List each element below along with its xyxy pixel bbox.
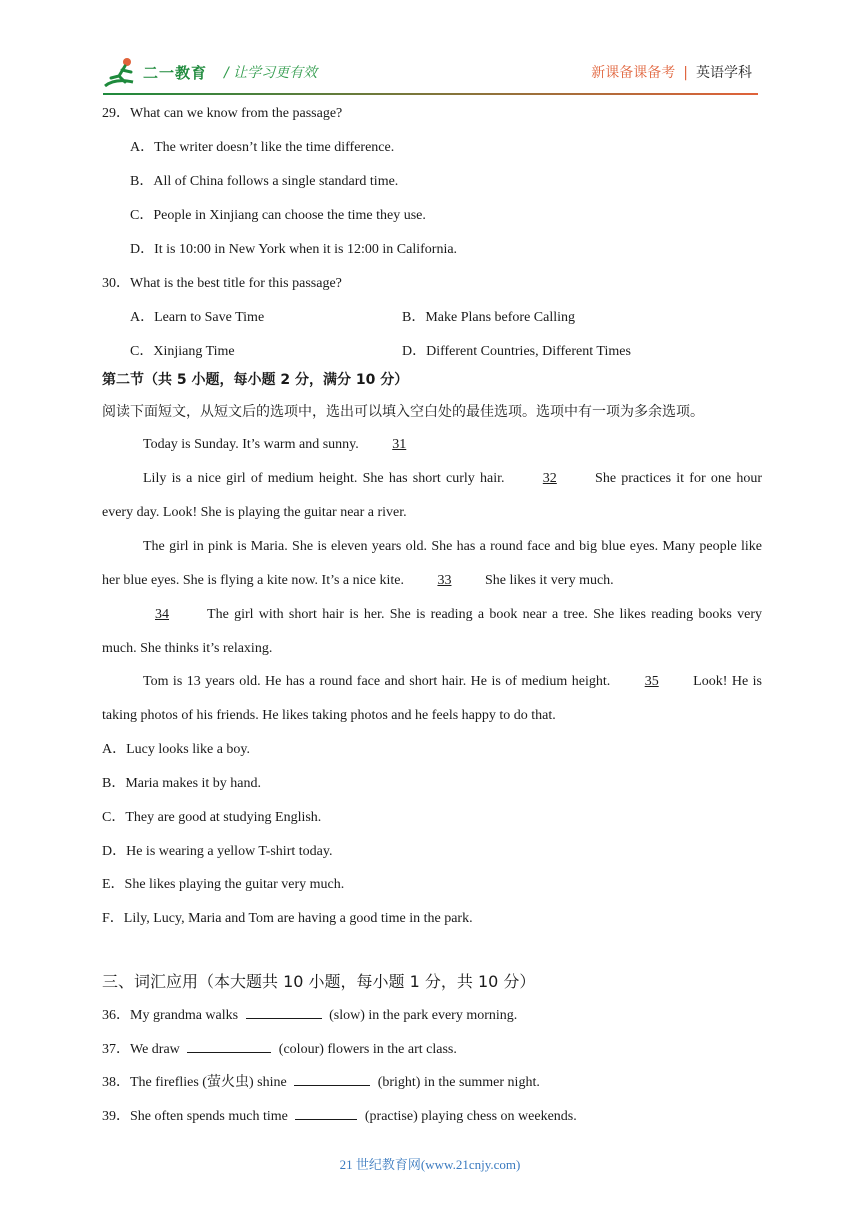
passage-p4: The girl with short hair is her. She is reading a book near a tree. She likes reading books very much. She thinks it’s relaxing. xyxy=(102,607,763,656)
q39-text-b: (practise) playing chess on weekends. xyxy=(364,1109,577,1124)
passage-p2-b: She practices it for one hour every day. Look! She is playing the guitar near a river. xyxy=(102,471,762,520)
header-course-label: 新课备课备考 xyxy=(591,65,676,81)
q29-stem: 29．What can we know from the passage? xyxy=(102,106,343,121)
section2-instruction: 阅读下面短文，从短文后的选项中，选出可以填入空白处的最佳选项。选项中有一项为多余选项。 xyxy=(102,404,704,420)
q30-option-a: A．Learn to Save Time xyxy=(130,310,265,325)
q36-text-b: (slow) in the park every morning. xyxy=(329,1008,518,1023)
q37 xyxy=(102,1037,457,1060)
passage-p5-b: Look! He is taking photos of his friends. He likes taking photos and he feels happy to do that. xyxy=(102,674,762,723)
passage-p3-b: She likes it very much. xyxy=(484,572,614,588)
option-b: B．Maria makes it by hand. xyxy=(102,776,262,791)
header-divider xyxy=(103,93,758,95)
q39 xyxy=(102,1104,577,1127)
page-header xyxy=(0,0,860,100)
section2-title: 第二节（共 5 小题，每小题 2 分，满分 10 分） xyxy=(102,372,409,388)
blank-33: 33 xyxy=(437,572,452,588)
q30-stem: 30．What is the best title for this passage? xyxy=(102,276,342,291)
passage-p1-text: Today is Sunday. It’s warm and sunny. xyxy=(143,437,359,452)
passage-paragraph-2 xyxy=(102,462,762,530)
passage-paragraph-4 xyxy=(102,598,762,666)
header-slogan: / 让学习更有效 xyxy=(224,65,318,81)
q30-option-d: D．Different Countries, Different Times xyxy=(402,344,631,359)
q36 xyxy=(102,1003,517,1026)
header-right xyxy=(591,62,752,82)
header-separator: | xyxy=(683,65,688,81)
q39-text-a: 39．She often spends much time xyxy=(102,1109,288,1124)
blank-32: 32 xyxy=(542,471,557,486)
q38-text-a: 38．The fireflies (萤火虫) shine xyxy=(102,1075,287,1090)
option-c: C．They are good at studying English. xyxy=(102,810,322,825)
passage-paragraph-1 xyxy=(102,428,762,462)
q37-text-a: 37．We draw xyxy=(102,1042,180,1057)
passage-p2-a: Lily is a nice girl of medium height. She has short curly hair. xyxy=(143,471,505,486)
q29-option-c: C．People in Xinjiang can choose the time they use. xyxy=(130,208,426,223)
q38-blank[interactable] xyxy=(294,1070,370,1086)
q29-option-d: D．It is 10:00 in New York when it is 12:00 in California. xyxy=(130,242,458,257)
blank-35: 35 xyxy=(644,674,659,689)
logo xyxy=(103,56,213,90)
q29-option-a: A．The writer doesn’t like the time difference. xyxy=(130,140,395,155)
blank-34: 34 xyxy=(155,607,169,622)
passage-paragraph-3 xyxy=(102,530,762,598)
option-d: D．He is wearing a yellow T-shirt today. xyxy=(102,844,333,859)
passage-paragraph-5 xyxy=(102,665,762,733)
q29-option-b: B．All of China follows a single standard time. xyxy=(130,174,399,189)
logo-text: 二一教育 xyxy=(143,64,208,82)
option-e: E．She likes playing the guitar very much. xyxy=(102,877,345,892)
q37-blank[interactable] xyxy=(187,1037,271,1053)
blank-31: 31 xyxy=(392,437,407,452)
q39-blank[interactable] xyxy=(295,1104,357,1120)
q30-option-c: C．Xinjiang Time xyxy=(130,344,235,359)
option-a: A．Lucy looks like a boy. xyxy=(102,742,251,757)
option-f: F．Lily, Lucy, Maria and Tom are having a good time in the park. xyxy=(102,911,473,926)
q37-text-b: (colour) flowers in the art class. xyxy=(278,1042,457,1057)
runner-logo-icon xyxy=(103,56,143,90)
passage-p3-a: The girl in pink is Maria. She is eleven years old. She has a round face and big blue eyes. Many people like her blue eyes. She is flying a kite now. It’s a nice kite. xyxy=(102,539,762,588)
page-footer[interactable]: 21 世纪教育网(www.21cnjy.com) xyxy=(339,1157,521,1172)
section3-title: 三、词汇应用（本大题共 10 小题，每小题 1 分，共 10 分） xyxy=(102,972,536,991)
passage-p5-a: Tom is 13 years old. He has a round face and short hair. He is of medium height. xyxy=(143,674,611,689)
q38 xyxy=(102,1070,540,1093)
header-subject-label: 英语学科 xyxy=(696,65,752,81)
q30-option-b: B．Make Plans before Calling xyxy=(402,310,576,325)
q36-blank[interactable] xyxy=(246,1003,322,1019)
q38-text-b: (bright) in the summer night. xyxy=(377,1075,540,1090)
q36-text-a: 36．My grandma walks xyxy=(102,1008,239,1023)
